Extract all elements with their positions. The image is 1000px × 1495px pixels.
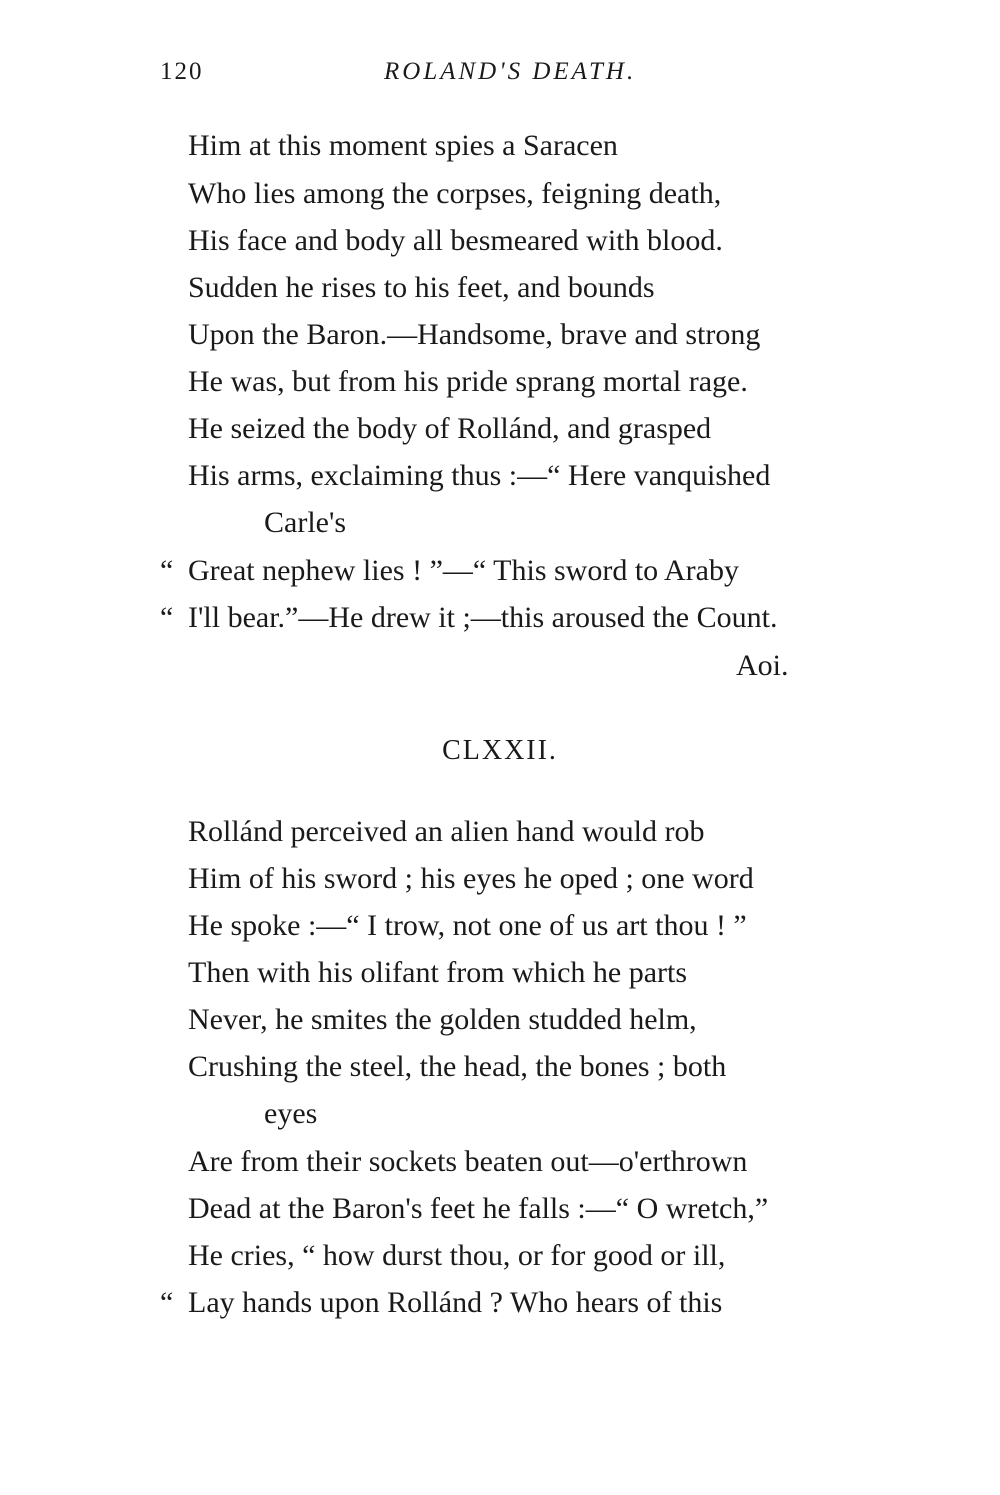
verse-line: He cries, “ how durst thou, or for good or ill, [188,1239,726,1272]
verse-line-continuation: Carle's [264,506,347,539]
opening-quote-mark: “ [160,554,174,587]
verse-line: Upon the Baron.—Handsome, brave and strong [188,318,761,351]
verse-line: Him of his sword ; his eyes he oped ; one word [188,862,754,895]
running-header [0,58,1000,98]
verse-line: Sudden he rises to his feet, and bounds [188,271,655,304]
verse-line: Dead at the Baron's feet he falls :—“ O wretch,” [188,1192,769,1225]
verse-line: Are from their sockets beaten out—o'erthrown [188,1145,748,1178]
verse-line: He was, but from his pride sprang mortal rage. [188,365,748,398]
verse-line: Lay hands upon Rollánd ? Who hears of this [188,1286,723,1319]
verse-line: His arms, exclaiming thus :—“ Here vanquished [188,459,771,492]
verse-line: Great nephew lies ! ”—“ This sword to Araby [188,554,739,587]
verse-line: His face and body all besmeared with blood. [188,224,723,257]
verse-line: Never, he smites the golden studded helm, [188,1003,697,1036]
verse-line-continuation: eyes [264,1097,318,1130]
verse-line: He spoke :—“ I trow, not one of us art thou ! ” [188,909,747,942]
verse-line: He seized the body of Rollánd, and grasped [188,412,712,445]
verse-line: Crushing the steel, the head, the bones ; both [188,1050,727,1083]
section-heading: CLXXII. [442,735,558,766]
verse-line: Then with his olifant from which he parts [188,956,688,989]
verse-line: Rollánd perceived an alien hand would rob [188,815,705,848]
verse-line: Him at this moment spies a Saracen [188,129,618,162]
opening-quote-mark: “ [160,1286,174,1319]
verse-line: I'll bear.”—He drew it ;—this aroused the Count. [188,601,778,634]
running-title: ROLAND'S DEATH. [384,58,637,85]
refrain-aoi: Aoi. [736,649,789,682]
opening-quote-mark: “ [160,601,174,634]
page-number: 120 [160,58,204,85]
verse-line: Who lies among the corpses, feigning death, [188,177,722,210]
